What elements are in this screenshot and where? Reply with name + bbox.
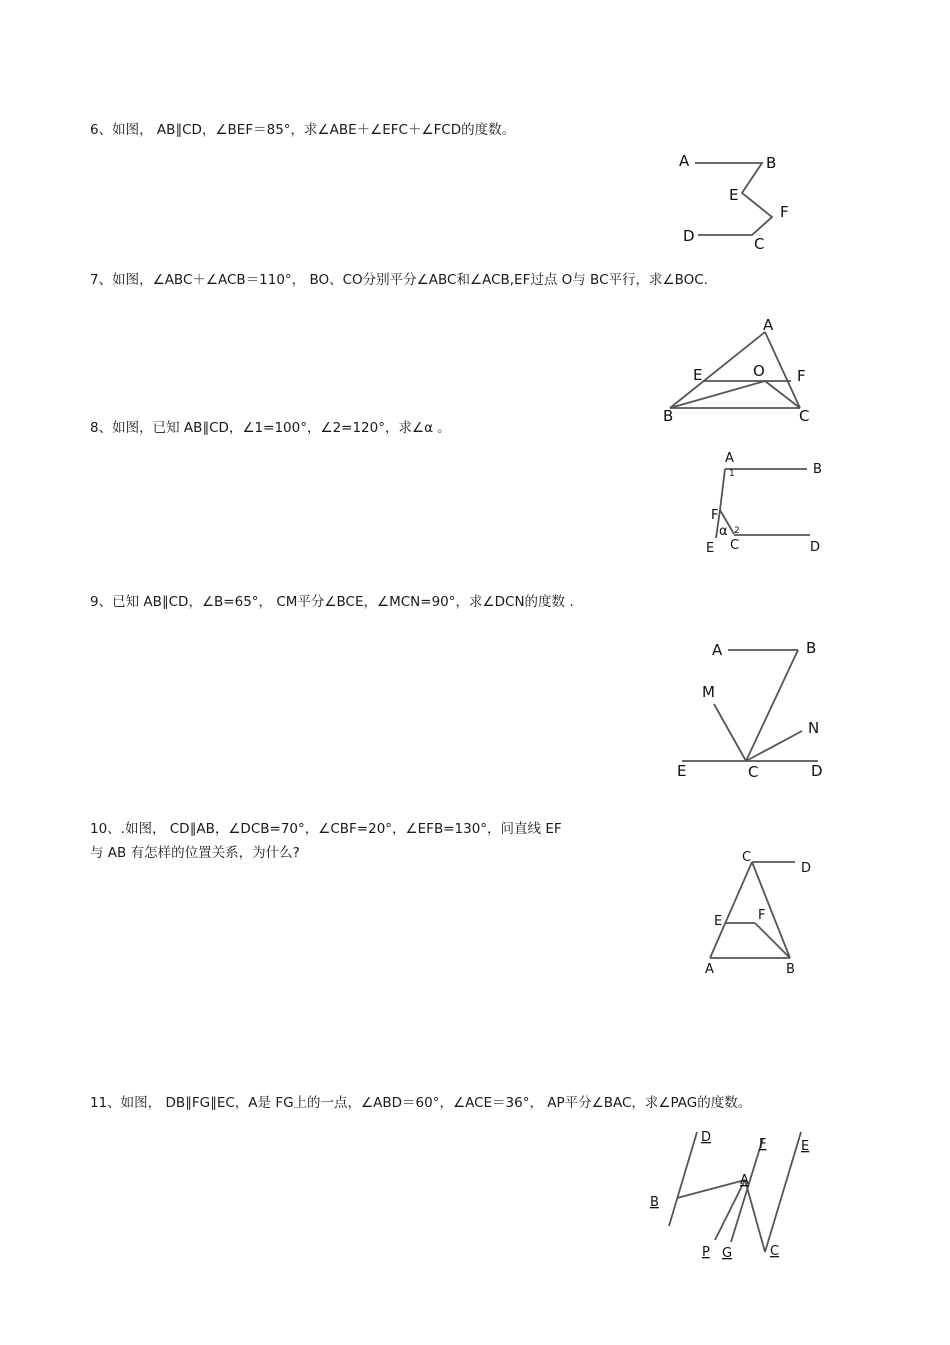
q9-label-e: E (677, 762, 687, 780)
q6-label-d: D (683, 227, 695, 245)
question-9-text: 9、已知 AB∥CD，∠B=65°， CM平分∠BCE，∠MCN=90°，求∠DCN的度数 . (90, 594, 574, 610)
q11-label-c: C (770, 1244, 780, 1259)
question-7-text: 7、如图，∠ABC＋∠ACB＝110°， BO、CO分别平分∠ABC和∠ACB,EF过点 O与 BC平行，求∠BOC. (90, 272, 708, 288)
q6-label-f: F (780, 203, 789, 221)
question-10-line-2: 与 AB 有怎样的位置关系，为什么? (90, 845, 300, 861)
question-11-figure (645, 1120, 820, 1265)
q8-label-e: E (706, 541, 715, 556)
q6-label-e: E (729, 186, 739, 204)
q8-label-f: F (711, 508, 719, 523)
question-8-figure (700, 448, 830, 558)
q10-label-e: E (714, 914, 723, 929)
q6-label-a: A (679, 152, 690, 170)
q7-label-o: O (753, 362, 765, 380)
question-9-figure (670, 632, 830, 782)
q8-label-c: C (730, 538, 740, 553)
question-10-line-1: 10、.如图， CD∥AB，∠DCB=70°，∠CBF=20°，∠EFB=130°，问直线 EF (90, 821, 562, 837)
question-8-text: 8、如图，已知 AB∥CD，∠1=100°，∠2=120°，求∠α 。 (90, 420, 451, 436)
q6-label-b: B (766, 154, 777, 172)
q9-label-b: B (806, 639, 817, 657)
q7-label-b: B (663, 407, 674, 425)
q9-label-c: C (748, 763, 759, 781)
q10-label-f: F (758, 908, 766, 923)
q10-label-a: A (705, 962, 714, 977)
q9-label-d: D (811, 762, 823, 780)
q11-label-p: P (702, 1245, 710, 1260)
q6-label-c: C (754, 235, 765, 253)
q10-label-d: D (801, 861, 812, 876)
q9-label-n: N (808, 719, 820, 737)
q11-label-b: B (650, 1195, 659, 1210)
q10-label-c: C (742, 850, 752, 865)
q8-angle-2: 2 (734, 526, 740, 536)
q9-label-a: A (712, 641, 723, 659)
question-6-text: 6、如图， AB∥CD，∠BEF＝85°，求∠ABE＋∠EFC＋∠FCD的度数。 (90, 122, 516, 138)
q7-label-c: C (799, 407, 810, 425)
question-7-figure (655, 312, 825, 432)
q11-label-e: E (801, 1139, 810, 1154)
q7-label-f: F (797, 367, 806, 385)
q11-label-f: F (759, 1137, 767, 1152)
question-10-figure (695, 845, 825, 980)
q8-angle-alpha: α (719, 524, 728, 539)
q11-label-g: G (722, 1246, 733, 1261)
q8-label-a: A (725, 451, 734, 466)
q9-label-m: M (702, 683, 715, 701)
q7-label-e: E (693, 366, 703, 384)
question-6-figure (670, 145, 800, 255)
q7-label-a: A (763, 316, 774, 334)
q10-label-b: B (786, 962, 795, 977)
q11-label-a: A (740, 1173, 749, 1188)
q8-label-d: D (810, 540, 821, 555)
question-11-text: 11、如图， DB∥FG∥EC，A是 FG上的一点，∠ABD＝60°，∠ACE＝36°， AP平分∠BAC，求∠PAG的度数。 (90, 1095, 752, 1111)
q8-label-b: B (813, 462, 822, 477)
q8-angle-1: 1 (729, 469, 735, 479)
q11-label-d: D (701, 1130, 712, 1145)
